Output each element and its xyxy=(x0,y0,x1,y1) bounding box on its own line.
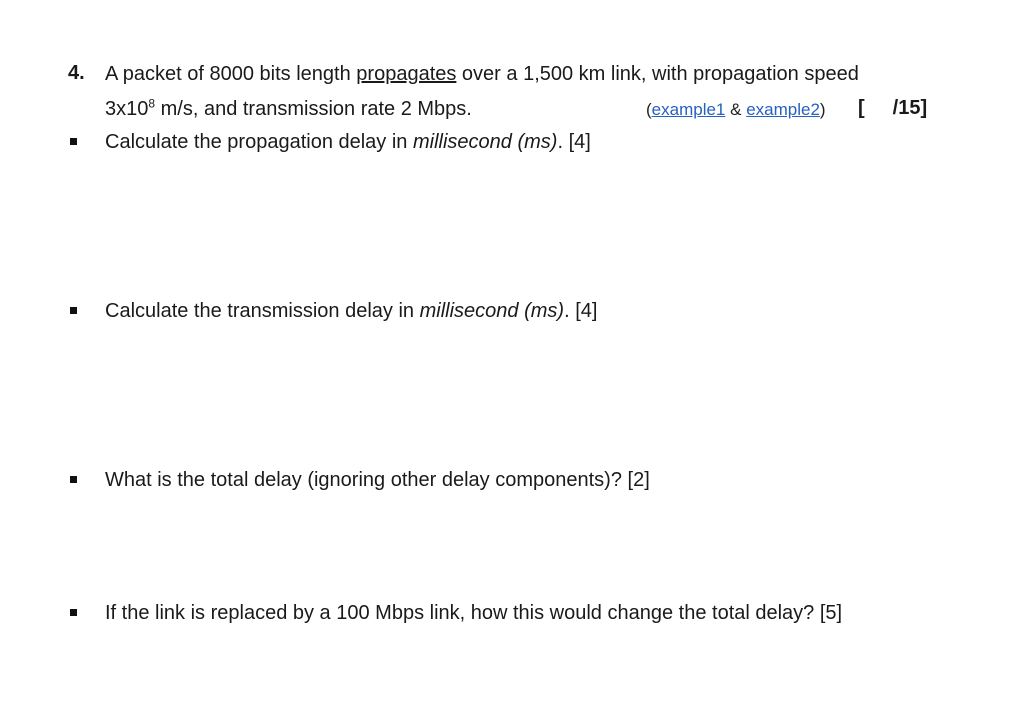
marks: . [4] xyxy=(557,131,591,153)
bullet-icon xyxy=(70,138,77,145)
question-number: 4. xyxy=(68,62,85,84)
example1-link[interactable]: example1 xyxy=(651,100,726,119)
example2-link[interactable]: example2 xyxy=(746,100,820,119)
sub-question-3: What is the total delay (ignoring other delay components)? [2] xyxy=(105,469,650,491)
question-text-part: m/s, and transmission rate 2 Mbps. xyxy=(155,98,472,120)
bullet-icon xyxy=(70,476,77,483)
question-text-part: over a 1,500 km link, with propagation speed xyxy=(456,63,859,85)
unit-italic: millisecond (ms) xyxy=(419,300,565,322)
score-box xyxy=(858,95,927,121)
unit-italic: millisecond (ms) xyxy=(413,131,558,153)
sub-question-text: Calculate the propagation delay in xyxy=(105,131,413,153)
score-total: /15] xyxy=(892,97,928,119)
question-text-part: A packet of 8000 bits length xyxy=(105,63,357,85)
paren-close: ) xyxy=(819,100,826,119)
marks: . [4] xyxy=(564,300,598,322)
bullet-icon xyxy=(70,307,77,314)
speed-exponent: 8 xyxy=(148,96,156,111)
sub-question-4: If the link is replaced by a 100 Mbps link, how this would change the total delay? [5] xyxy=(105,602,843,624)
underlined-word: propagates xyxy=(356,63,457,85)
paren-open: ( xyxy=(646,100,652,119)
bullet-icon xyxy=(70,609,77,616)
question-text-line-1 xyxy=(105,61,859,87)
question-text-line-2 xyxy=(105,96,472,122)
example-references xyxy=(646,97,826,123)
sub-question-1 xyxy=(105,129,591,155)
score-open: [ xyxy=(858,97,865,119)
speed-base: 3x10 xyxy=(105,98,149,120)
refs-separator: & xyxy=(725,100,747,119)
sub-question-2 xyxy=(105,298,597,324)
sub-question-text: Calculate the transmission delay in xyxy=(105,300,420,322)
